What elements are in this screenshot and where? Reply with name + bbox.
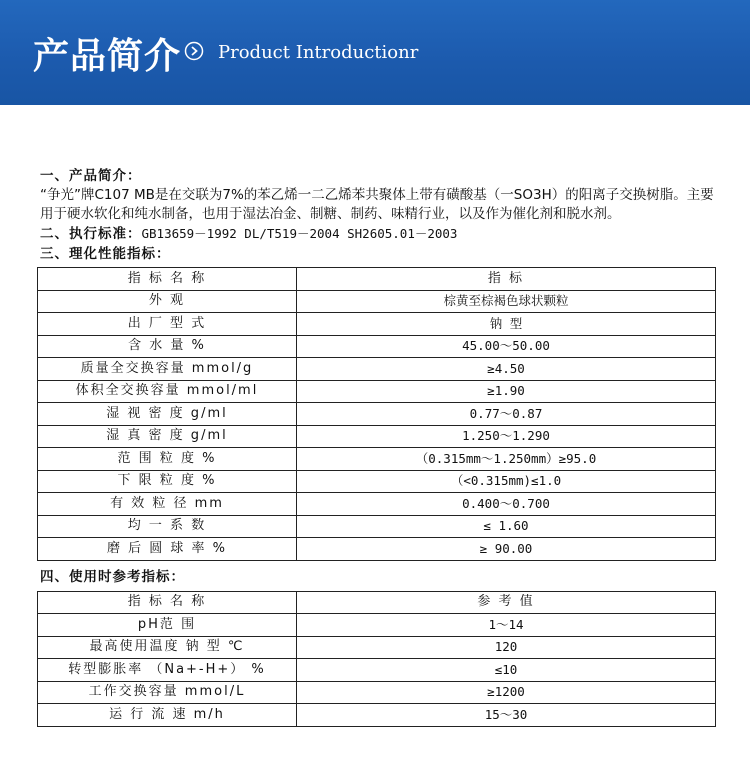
section4-heading: 四、使用时参考指标：: [40, 568, 185, 585]
row-value-cell: ≥4.50: [297, 358, 716, 381]
table-row: [38, 380, 716, 403]
row-name-cell: 运 行 流 速 m/h: [38, 704, 297, 727]
table-header-row: [38, 268, 716, 291]
row-name-cell: 下 限 粒 度 %: [38, 470, 297, 493]
row-value-cell: 120: [297, 636, 716, 659]
row-value-cell: ≥1.90: [297, 380, 716, 403]
row-name-cell: 出 厂 型 式: [38, 313, 297, 336]
row-name-cell: 有 效 粒 径 mm: [38, 493, 297, 516]
row-name-cell: 湿 视 密 度 g/ml: [38, 403, 297, 426]
physchem-table-body: [38, 268, 716, 561]
table-row: [38, 470, 716, 493]
table-row: [38, 681, 716, 704]
row-name-cell: 最高使用温度 钠 型 ℃: [38, 636, 297, 659]
row-value-cell: ≤10: [297, 659, 716, 682]
section1-heading: 一、产品简介：: [40, 168, 142, 184]
banner-title-en: Product Introductionr: [218, 42, 419, 63]
table-row: [38, 335, 716, 358]
row-name-cell: 磨 后 圆 球 率 %: [38, 538, 297, 561]
section2-heading: 二、执行标准：: [40, 226, 142, 242]
row-name-cell: 均 一 系 数: [38, 515, 297, 538]
header-cell-value: 指 标: [297, 268, 716, 291]
row-value-cell: 钠 型: [297, 313, 716, 336]
table-row: [38, 403, 716, 426]
header-cell-name: 指 标 名 称: [38, 268, 297, 291]
row-name-cell: 外 观: [38, 290, 297, 313]
row-value-cell: 0.77～0.87: [297, 403, 716, 426]
row-name-cell: 含 水 量 %: [38, 335, 297, 358]
physchem-table: [37, 267, 716, 561]
table-row: [38, 425, 716, 448]
table-row: [38, 614, 716, 637]
usage-table-body: [38, 591, 716, 726]
row-name-cell: pH范 围: [38, 614, 297, 637]
row-name-cell: 体积全交换容量 mmol/ml: [38, 380, 297, 403]
row-value-cell: 1.250～1.290: [297, 425, 716, 448]
row-value-cell: ≥ 90.00: [297, 538, 716, 561]
circle-arrow-icon: [184, 41, 204, 61]
standards-line: [40, 224, 720, 244]
row-value-cell: 45.00～50.00: [297, 335, 716, 358]
table-row: [38, 515, 716, 538]
row-value-cell: （<0.315mm)≤1.0: [297, 470, 716, 493]
row-name-cell: 转型膨胀率 （Na+-H+） %: [38, 659, 297, 682]
row-value-cell: 1～14: [297, 614, 716, 637]
table-row: [38, 358, 716, 381]
table-header-row: [38, 591, 716, 614]
row-name-cell: 质量全交换容量 mmol/g: [38, 358, 297, 381]
row-value-cell: 棕黄至棕褐色球状颗粒: [297, 290, 716, 313]
row-name-cell: 工作交换容量 mmol/L: [38, 681, 297, 704]
row-value-cell: 0.400～0.700: [297, 493, 716, 516]
table-row: [38, 313, 716, 336]
row-name-cell: 范 围 粒 度 %: [38, 448, 297, 471]
table-row: [38, 290, 716, 313]
product-content: [40, 166, 720, 727]
section3-heading: 三、理化性能指标：: [40, 246, 171, 262]
page-banner: [0, 0, 750, 105]
table-row: [38, 704, 716, 727]
row-value-cell: （0.315mm～1.250mm）≥95.0: [297, 448, 716, 471]
table-row: [38, 636, 716, 659]
row-name-cell: 湿 真 密 度 g/ml: [38, 425, 297, 448]
header-cell-value: 参 考 值: [297, 591, 716, 614]
row-value-cell: 15～30: [297, 704, 716, 727]
standards-value: GB13659－1992 DL/T519－2004 SH2605.01－2003: [141, 226, 458, 241]
header-cell-name: 指 标 名 称: [38, 591, 297, 614]
table-row: [38, 538, 716, 561]
row-value-cell: ≥1200: [297, 681, 716, 704]
table-row: [38, 448, 716, 471]
section1-paragraph: “争光”牌C107 MB是在交联为7%的苯乙烯一二乙烯苯共聚体上带有磺酸基（一SO3H）的阳离子交换树脂。主要用于硬水软化和纯水制备，也用于湿法冶金、制糖、制药、味精行业，以及作为催化剂和脱水剂。: [40, 187, 714, 222]
usage-table: [37, 591, 716, 727]
row-value-cell: ≤ 1.60: [297, 515, 716, 538]
table-row: [38, 659, 716, 682]
table-row: [38, 493, 716, 516]
banner-title-cn: 产品简介: [33, 36, 182, 77]
